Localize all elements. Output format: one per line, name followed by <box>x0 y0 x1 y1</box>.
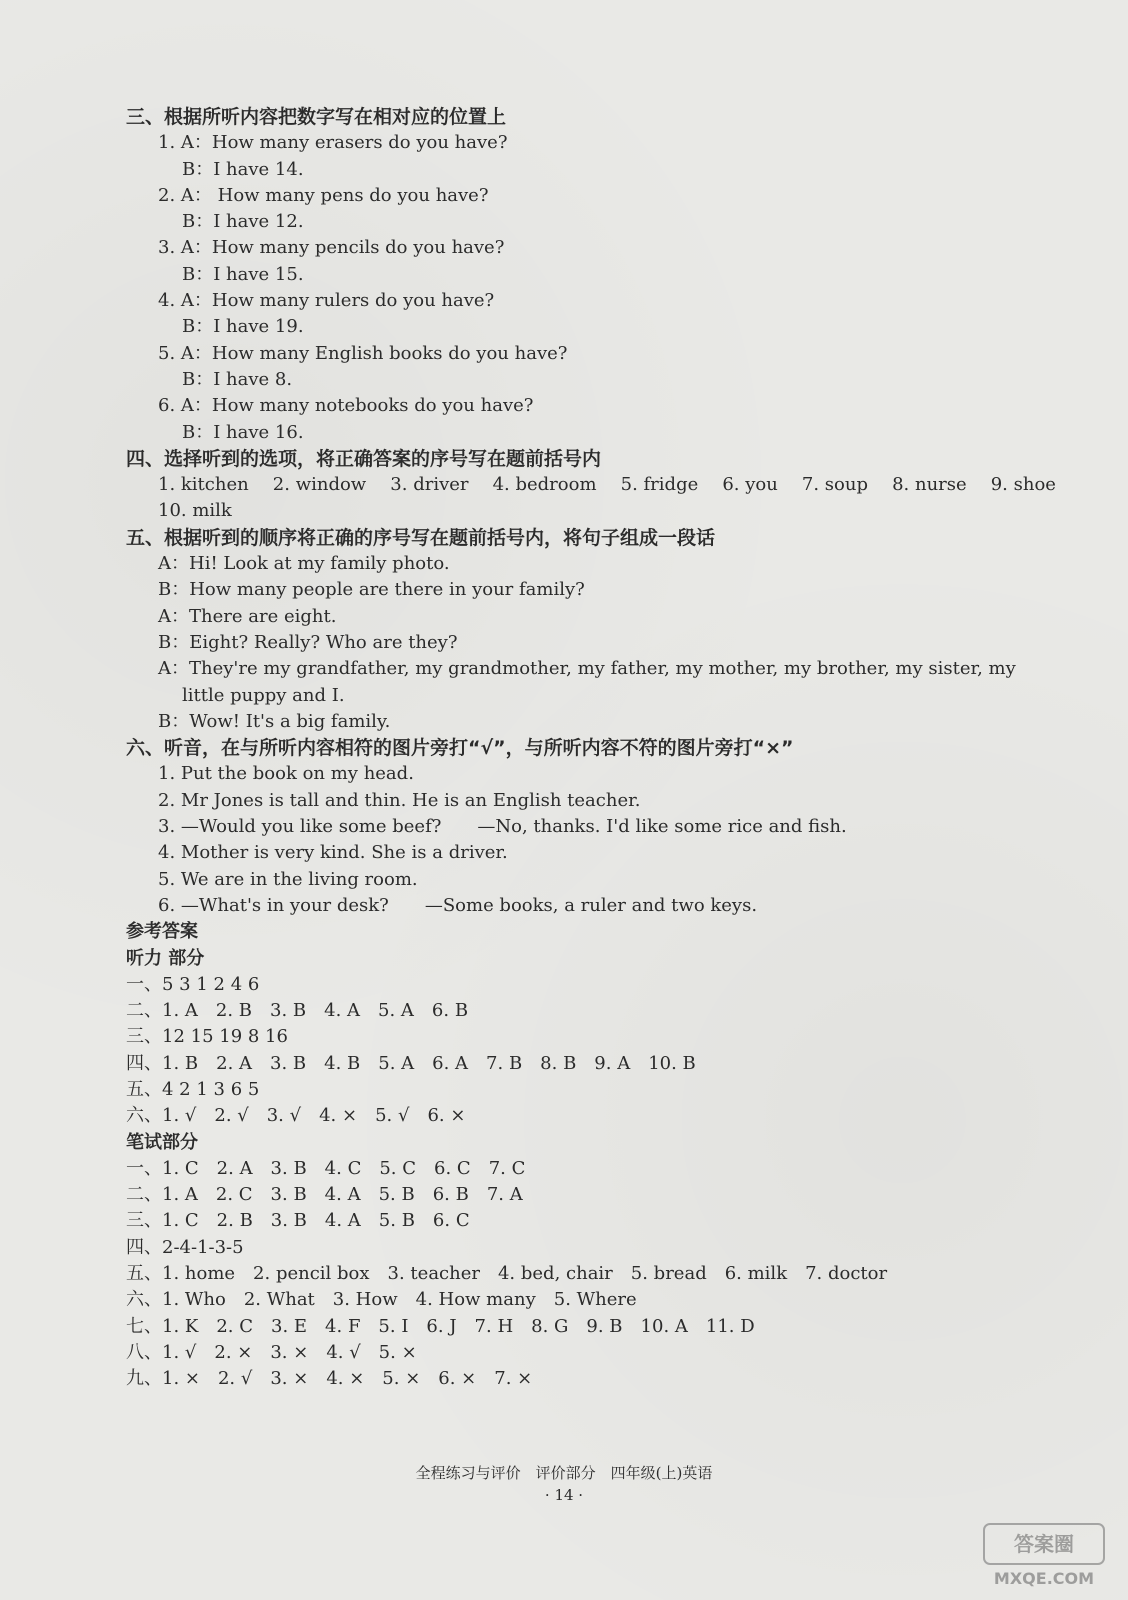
listening-title: 听力 部分 <box>126 947 205 969</box>
s5-line: B：Eight? Really? Who are they? <box>158 631 458 653</box>
s5-line: B：How many people are there in your family? <box>158 579 585 601</box>
answer-line: 四、2-4-1-3-5 <box>126 1236 244 1258</box>
section-4-heading: 四、选择听到的选项，将正确答案的序号写在题前括号内 <box>126 447 602 470</box>
answer-line: 三、1. C 2. B 3. B 4. A 5. B 6. C <box>126 1210 470 1232</box>
s3-line: B：I have 16. <box>182 421 304 443</box>
s6-line: 3. —Would you like some beef? —No, thanks. I'd like some rice and fish. <box>158 816 847 838</box>
s3-line: 4. A：How many rulers do you have? <box>158 290 495 312</box>
s4-word: 3. driver <box>390 474 469 496</box>
s4-word: 8. nurse <box>892 474 967 496</box>
s4-word: 2. window <box>272 474 367 496</box>
s4-word-row <box>126 472 1056 498</box>
s3-line: 6. A：How many notebooks do you have? <box>158 395 534 417</box>
answer-line: 一、5 3 1 2 4 6 <box>126 973 260 995</box>
s3-line: B：I have 8. <box>182 368 293 390</box>
s3-line: B：I have 14. <box>182 158 304 180</box>
s6-line: 5. We are in the living room. <box>158 868 418 890</box>
s5-line: A：Hi! Look at my family photo. <box>158 553 450 575</box>
answer-line: 六、1. √ 2. √ 3. √ 4. × 5. √ 6. × <box>126 1105 466 1127</box>
s3-line: B：I have 15. <box>182 263 304 285</box>
answer-line: 二、1. A 2. C 3. B 4. A 5. B 6. B 7. A <box>126 1184 523 1206</box>
s4-word: 6. you <box>722 474 778 496</box>
s5-line: A：There are eight. <box>158 605 337 627</box>
answer-key-title: 参考答案 <box>126 921 198 943</box>
page-content <box>126 104 1056 1393</box>
written-title: 笔试部分 <box>126 1131 198 1153</box>
answer-line: 四、1. B 2. A 3. B 4. B 5. A 6. A 7. B 8. B 9. A 10. B <box>126 1052 696 1074</box>
section-5-heading: 五、根据听到的顺序将正确的序号写在题前括号内，将句子组成一段话 <box>126 526 716 549</box>
s3-line: 2. A： How many pens do you have? <box>158 184 489 206</box>
watermark-logo <box>974 1520 1114 1590</box>
s3-line: B：I have 19. <box>182 316 304 338</box>
watermark-mark: 答案圈 <box>1014 1532 1074 1556</box>
answer-line: 五、4 2 1 3 6 5 <box>126 1078 260 1100</box>
s3-line: B：I have 12. <box>182 211 304 233</box>
section-6-heading: 六、听音，在与所听内容相符的图片旁打“√”，与所听内容不符的图片旁打“×” <box>126 737 794 760</box>
answer-line: 六、1. Who 2. What 3. How 4. How many 5. Where <box>126 1289 637 1311</box>
answer-line: 一、1. C 2. A 3. B 4. C 5. C 6. C 7. C <box>126 1157 526 1179</box>
answer-line: 九、1. × 2. √ 3. × 4. × 5. × 6. × 7. × <box>126 1368 533 1390</box>
s3-line: 1. A：How many erasers do you have? <box>158 132 508 154</box>
s4-word-last: 10. milk <box>158 500 232 522</box>
answer-line: 七、1. K 2. C 3. E 4. F 5. I 6. J 7. H 8. G 9. B 10. A 11. D <box>126 1315 755 1337</box>
s4-word: 1. kitchen <box>158 474 249 496</box>
s4-word: 7. soup <box>801 474 868 496</box>
s6-line: 6. —What's in your desk? —Some books, a ruler and two keys. <box>158 894 758 916</box>
section-3-heading: 三、根据所听内容把数字写在相对应的位置上 <box>126 106 507 128</box>
s3-line: 3. A：How many pencils do you have? <box>158 237 505 259</box>
page-number: · 14 · <box>544 1486 584 1504</box>
s5-line: A：They're my grandfather, my grandmother, my father, my mother, my brother, my sister, my <box>158 658 1016 680</box>
s5-line: B：Wow! It's a big family. <box>158 710 391 732</box>
footer-title: 全程练习与评价 评价部分 四年级(上)英语 <box>415 1464 713 1482</box>
s4-word: 9. shoe <box>990 474 1056 496</box>
s4-word: 5. fridge <box>620 474 699 496</box>
s6-line: 2. Mr Jones is tall and thin. He is an English teacher. <box>158 789 641 811</box>
s4-word: 4. bedroom <box>492 474 597 496</box>
s6-line: 1. Put the book on my head. <box>158 763 414 785</box>
watermark-text: MXQE.COM <box>993 1569 1095 1588</box>
answer-key <box>126 919 1056 1392</box>
s6-line: 4. Mother is very kind. She is a driver. <box>158 842 508 864</box>
s3-line: 5. A：How many English books do you have? <box>158 342 568 364</box>
answer-line: 五、1. home 2. pencil box 3. teacher 4. bed, chair 5. bread 6. milk 7. doctor <box>126 1263 888 1285</box>
s5-line: little puppy and I. <box>182 684 345 706</box>
answer-line: 二、1. A 2. B 3. B 4. A 5. A 6. B <box>126 1000 469 1022</box>
answer-line: 八、1. √ 2. × 3. × 4. √ 5. × <box>126 1341 417 1363</box>
answer-line: 三、12 15 19 8 16 <box>126 1026 288 1048</box>
